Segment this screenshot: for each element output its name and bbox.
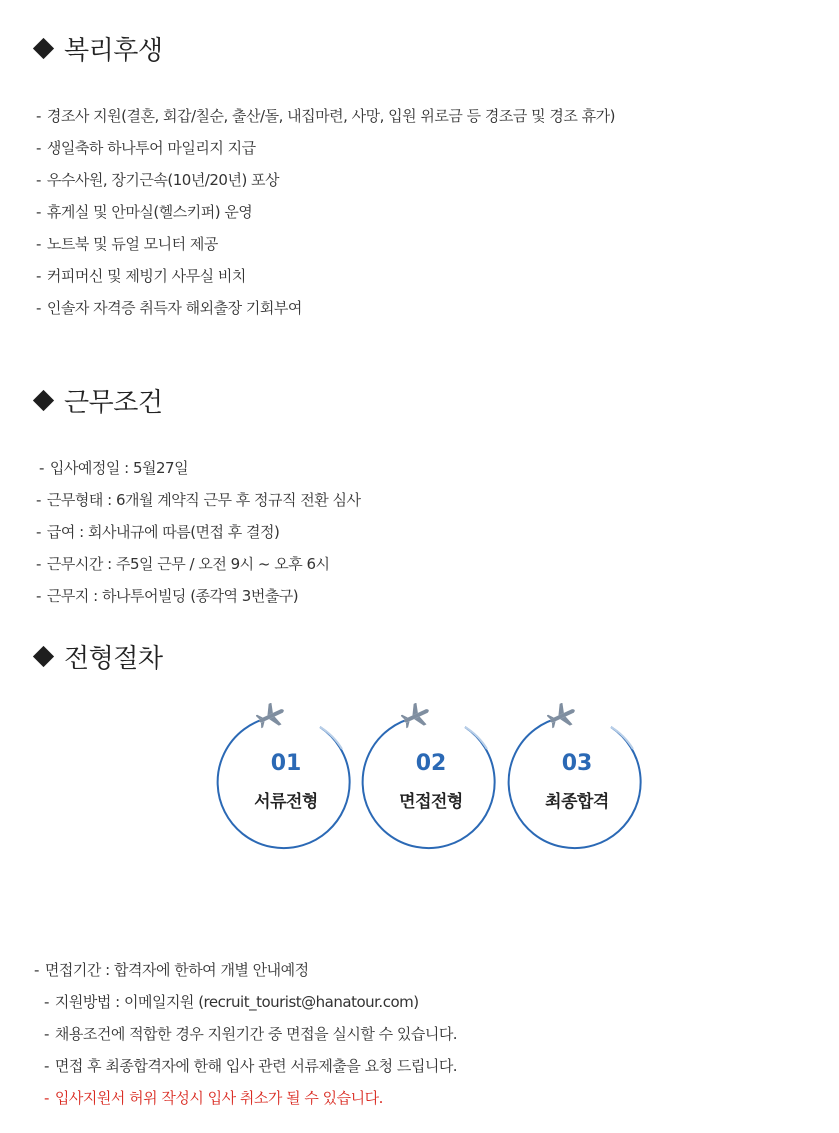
step-label: 서류전형 — [254, 792, 318, 812]
step-number: 03 — [561, 751, 593, 776]
process-step-2 — [363, 715, 499, 851]
list-item: - 휴게실 및 안마실(헬스키퍼) 운영 — [36, 203, 253, 221]
list-item: - 급여 : 회사내규에 따름(면접 후 결정) — [36, 523, 280, 541]
list-item: - 생일축하 하나투어 마일리지 지급 — [36, 139, 256, 157]
process-heading — [32, 638, 162, 675]
list-item: - 면접 후 최종합격자에 한해 입사 관련 서류제출을 요청 드립니다. — [44, 1057, 458, 1075]
step-ring — [218, 715, 354, 851]
warning-notice: - 입사지원서 허위 작성시 입사 취소가 될 수 있습니다. — [44, 1089, 383, 1107]
process-step-1 — [218, 715, 354, 851]
step-number: 01 — [270, 751, 302, 776]
conditions-heading — [32, 382, 162, 419]
benefits-title: 복리후생 — [64, 36, 163, 66]
list-item: - 근무형태 : 6개월 계약직 근무 후 정규직 전환 심사 — [36, 491, 361, 509]
conditions-title: 근무조건 — [64, 388, 163, 418]
process-step-3 — [509, 715, 645, 851]
step-label: 최종합격 — [545, 792, 609, 812]
airplane-icon — [547, 703, 577, 729]
benefits-heading — [32, 30, 162, 67]
list-item: - 커피머신 및 제빙기 사무실 비치 — [36, 267, 246, 285]
diamond-bullet-icon — [33, 646, 54, 667]
diamond-bullet-icon — [33, 38, 54, 59]
step-ring — [509, 715, 645, 851]
diamond-bullet-icon — [33, 390, 54, 411]
step-label: 면접전형 — [399, 792, 463, 812]
airplane-icon — [401, 703, 431, 729]
list-item: - 노트북 및 듀얼 모니터 제공 — [36, 235, 218, 253]
process-steps — [0, 700, 839, 860]
conditions-list — [36, 452, 360, 612]
list-item: - 인솔자 자격증 취득자 해외출장 기회부여 — [36, 299, 302, 317]
list-item: - 면접기간 : 합격자에 한하여 개별 안내예정 — [34, 961, 309, 979]
list-item: - 채용조건에 적합한 경우 지원기간 중 면접을 실시할 수 있습니다. — [44, 1025, 458, 1043]
list-item: - 입사예정일 : 5월27일 — [39, 459, 189, 477]
list-item: - 우수사원, 장기근속(10년/20년) 포상 — [36, 171, 280, 189]
step-ring — [363, 715, 499, 851]
process-title: 전형절차 — [64, 644, 163, 674]
step-number: 02 — [415, 751, 447, 776]
airplane-icon — [256, 703, 286, 729]
list-item: - 경조사 지원(결혼, 회갑/칠순, 출산/돌, 내집마련, 사망, 입원 위로금 등 경조금 및 경조 휴가) — [36, 107, 615, 125]
notes-list — [34, 954, 457, 1114]
list-item: - 근무시간 : 주5일 근무 / 오전 9시 ~ 오후 6시 — [36, 555, 330, 573]
list-item: - 지원방법 : 이메일지원 (recruit_tourist@hanatour.com) — [44, 993, 419, 1011]
list-item: - 근무지 : 하나투어빌딩 (종각역 3번출구) — [36, 587, 299, 605]
benefits-list — [36, 100, 615, 324]
